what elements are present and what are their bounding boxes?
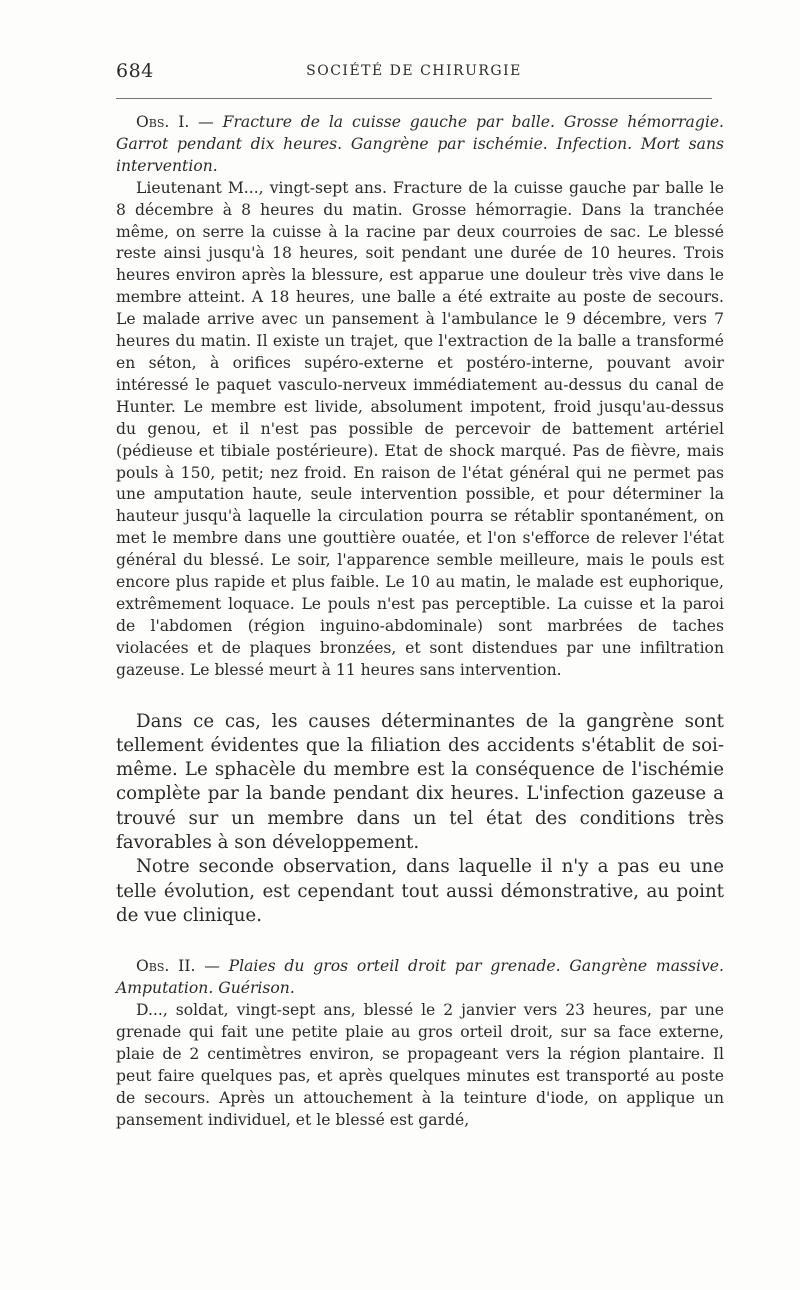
- commentary-paragraph-2: Notre seconde observation, dans laquelle il n'y a pas eu une telle évolution, est cependant tout aussi démonstrative, au point de vue clinique.: [116, 856, 724, 926]
- commentary-paragraph-1: Dans ce cas, les causes déterminantes de la gangrène sont tellement évidentes que la filiation des accidents s'établit de soi-même. Le sphacèle du membre est la conséquence de l'ischémie complète par la bande pendant dix heures. L'infection gazeuse a trouvé sur un membre dans un tel état des conditions très favorables à son développement.: [116, 710, 724, 854]
- observation-1-title: Fracture de la cuisse gauche par balle. Grosse hémorragie. Garrot pendant dix heures. Gangrène par ischémie. Infection. Mort sans intervention.: [116, 113, 725, 175]
- observation-1-text: Lieutenant M..., vingt-sept ans. Fracture de la cuisse gauche par balle le 8 décembre à 8 heures du matin. Grosse hémorragie. Dans la tranchée même, on serre la cuisse à la racine par deux courroies de sac. Le blessé reste ainsi jusqu'à 18 heures, soit pendant une durée de 10 heures. Trois heures environ après la blessure, est apparue une douleur très vive dans le membre atteint. A 18 heures, une balle a été extraite au poste de secours. Le malade arrive avec un pansement à l'ambulance le 9 décembre, vers 7 heures du matin. Il existe un trajet, que l'extraction de la balle a transformé en séton, à orifices supéro-externe et postéro-interne, pouvant avoir intéressé le paquet vasculo-nerveux immédiatement au-dessus du canal de Hunter. Le membre est livide, absolument impotent, froid jusqu'au-dessus du genou, et il n'est pas possible de percevoir de battement artériel (pédieuse et tibiale postérieure). Etat de shock marqué. Pas de fièvre, mais pouls à 150, petit; nez froid. En raison de l'état général qui ne permet pas une amputation haute, seule intervention possible, et pour déterminer la hauteur jusqu'à laquelle la circulation pourra se rétablir spontanément, on met le membre dans une gouttière ouatée, et l'on s'efforce de relever l'état général du blessé. Le soir, l'apparence semble meilleure, mais le pouls est encore plus rapide et plus faible. Le 10 au matin, le malade est euphorique, extrêmement loquace. Le pouls n'est pas perceptible. La cuisse et la paroi de l'abdomen (région inguino-abdominale) sont marbrées de taches violacées et de plaques bronzées, et sont distendues par une infiltration gazeuse. Le blessé meurt à 11 heures sans intervention.: [116, 178, 724, 679]
- observation-2-title: Plaies du gros orteil droit par grenade. Gangrène massive. Amputation. Guérison.: [116, 957, 724, 998]
- observation-2-label: Obs. II.: [136, 957, 196, 976]
- observation-1-dash: —: [189, 113, 223, 131]
- observation-1-heading: [116, 112, 724, 178]
- commentary: [116, 710, 724, 929]
- observation-2-heading: [116, 956, 724, 1000]
- header-rule: [116, 98, 712, 99]
- running-head: [116, 60, 712, 84]
- observation-1: [116, 112, 724, 682]
- observation-2-text: D..., soldat, vingt-sept ans, blessé le 2 janvier vers 23 heures, par une grenade qui fait une petite plaie au gros orteil droit, sur sa face externe, plaie de 2 centimètres environ, se propageant vers la région plantaire. Il peut faire quelques pas, et après quelques minutes est transporté au poste de secours. Après un attouchement à la teinture d'iode, on applique un pansement individuel, et le blessé est gardé,: [116, 1001, 724, 1129]
- observation-2-dash: —: [195, 957, 229, 976]
- page-body: [116, 112, 724, 1131]
- observation-2: [116, 956, 724, 1131]
- observation-1-label: Obs. I.: [136, 113, 190, 131]
- page-number: 684: [116, 60, 154, 82]
- running-title: SOCIÉTÉ DE CHIRURGIE: [306, 63, 522, 79]
